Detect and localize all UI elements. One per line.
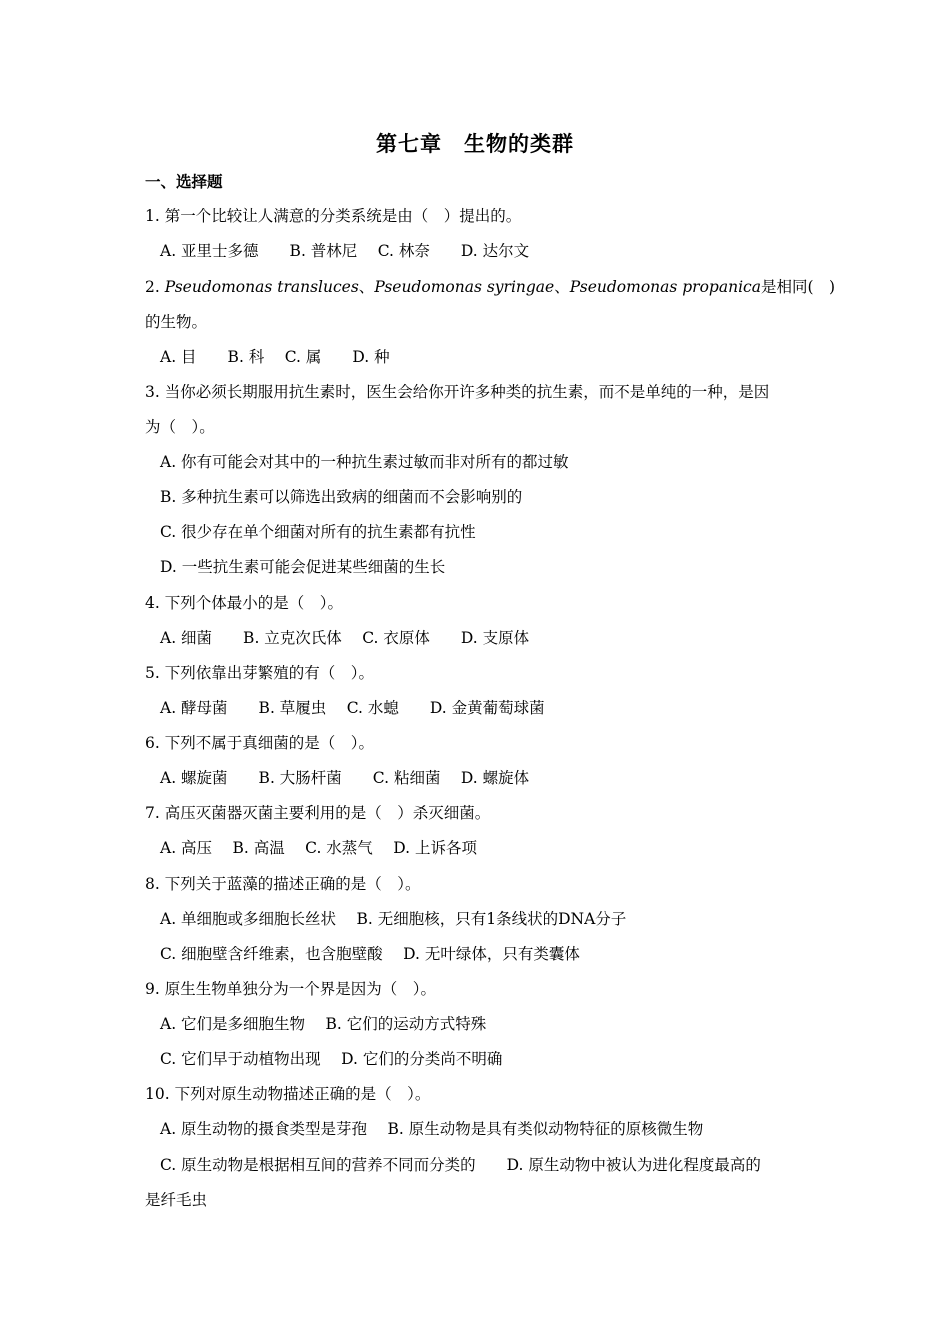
question-10: 10. 下列对原生动物描述正确的是（ ）。: [145, 1085, 431, 1103]
chapter-title: 第七章 生物的类群: [376, 132, 574, 156]
question-6: 6. 下列不属于真细菌的是（ ）。: [145, 734, 374, 752]
section-heading: 一、选择题: [145, 173, 223, 191]
species-name: Pseudomonas propanica: [569, 278, 761, 296]
question-10-options-ab: A. 原生动物的摄食类型是芽孢 B. 原生动物是具有类似动物特征的原核微生物: [160, 1120, 704, 1138]
question-2-options: A. 目 B. 科 C. 属 D. 种: [160, 348, 390, 366]
question-1-options: A. 亚里士多德 B. 普林尼 C. 林奈 D. 达尔文: [160, 242, 530, 260]
question-4-options: A. 细菌 B. 立克次氏体 C. 衣原体 D. 支原体: [160, 629, 530, 647]
question-3-option-c: C. 很少存在单个细菌对所有的抗生素都有抗性: [160, 523, 476, 541]
question-2-text: 2. Pseudomonas transluces、Pseudomonas syringae、Pseudomonas propanica是相同( ): [145, 278, 836, 296]
question-3-option-a: A. 你有可能会对其中的一种抗生素过敏而非对所有的都过敏: [160, 453, 569, 471]
question-8-options-ab: A. 单细胞或多细胞长丝状 B. 无细胞核，只有1条线状的DNA分子: [160, 910, 627, 928]
question-1: 1. 第一个比较让人满意的分类系统是由（ ）提出的。: [145, 207, 522, 225]
question-9: 9. 原生生物单独分为一个界是因为（ ）。: [145, 980, 436, 998]
question-7: 7. 高压灭菌器灭菌主要利用的是（ ）杀灭细菌。: [145, 804, 491, 822]
question-10-options-cd: C. 原生动物是根据相互间的营养不同而分类的 D. 原生动物中被认为进化程度最高的: [160, 1156, 761, 1174]
question-2-cont: 的生物。: [145, 313, 208, 331]
question-9-options-cd: C. 它们早于动植物出现 D. 它们的分类尚不明确: [160, 1050, 503, 1068]
question-3-cont: 为（ ）。: [145, 418, 215, 436]
question-5: 5. 下列依靠出芽繁殖的有（ ）。: [145, 664, 374, 682]
question-3-option-b: B. 多种抗生素可以筛选出致病的细菌而不会影响别的: [160, 488, 523, 506]
question-7-options: A. 高压 B. 高温 C. 水蒸气 D. 上诉各项: [160, 839, 477, 857]
question-3-option-d: D. 一些抗生素可能会促进某些细菌的生长: [160, 558, 446, 576]
species-name: Pseudomonas transluces: [164, 278, 359, 296]
question-2: [145, 275, 835, 299]
question-8-options-cd: C. 细胞壁含纤维素，也含胞壁酸 D. 无叶绿体，只有类囊体: [160, 945, 580, 963]
question-3: 3. 当你必须长期服用抗生素时，医生会给你开许多种类的抗生素，而不是单纯的一种，是因: [145, 383, 770, 401]
question-8: 8. 下列关于蓝藻的描述正确的是（ ）。: [145, 875, 421, 893]
question-4: 4. 下列个体最小的是（ ）。: [145, 594, 343, 612]
question-6-options: A. 螺旋菌 B. 大肠杆菌 C. 粘细菌 D. 螺旋体: [160, 769, 530, 787]
question-5-options: A. 酵母菌 B. 草履虫 C. 水螅 D. 金黄葡萄球菌: [160, 699, 545, 717]
question-10-cont: 是纤毛虫: [145, 1191, 208, 1209]
species-name: Pseudomonas syringae: [374, 278, 555, 296]
question-9-options-ab: A. 它们是多细胞生物 B. 它们的运动方式特殊: [160, 1015, 487, 1033]
